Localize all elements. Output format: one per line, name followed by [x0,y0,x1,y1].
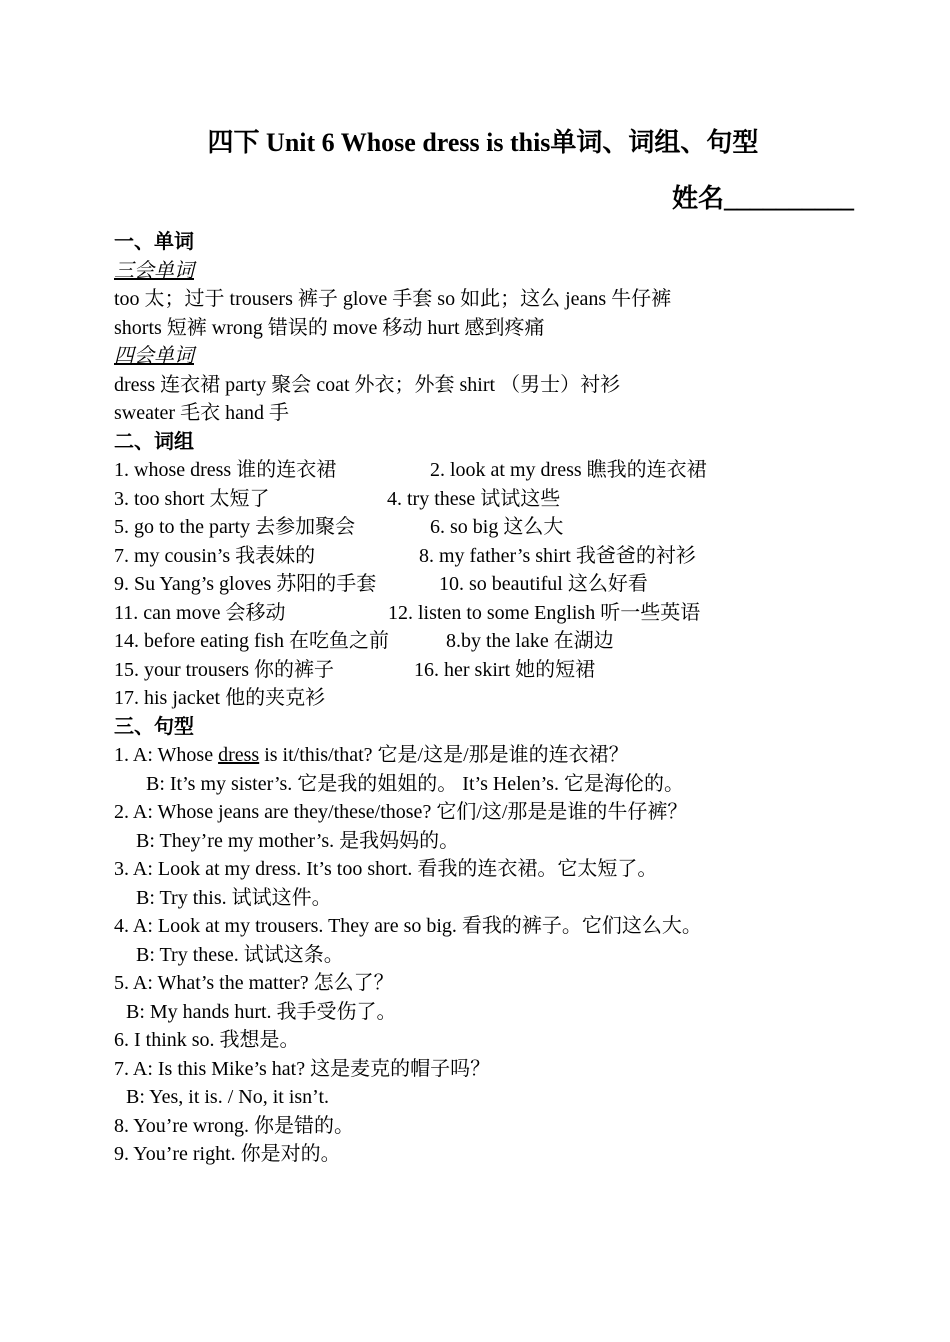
phrase-item: 9. Su Yang’s gloves 苏阳的手套 [114,573,377,595]
sentence-line: 8. You’re wrong. 你是错的。 [114,1114,354,1137]
phrase-item: 2. look at my dress 瞧我的连衣裙 [430,459,707,481]
phrase-row [114,456,914,485]
phrase-row [114,656,914,685]
sentence-line: B: My hands hurt. 我手受伤了。 [126,1000,397,1023]
document-body [114,228,914,1169]
sentence-line: 5. A: What’s the matter? 怎么了？ [114,972,394,994]
phrase-item: 6. so big 这么大 [430,516,564,538]
phrase-row [114,485,914,514]
sentence-line: B: Try these. 试试这条。 [136,943,344,966]
phrase-row [114,684,914,713]
sentence-line: B: Yes, it is. / No, it isn’t. [126,1086,330,1108]
sentence-line: B: They’re my mother’s. 是我妈妈的。 [136,829,460,852]
sentence-line: 3. A: Look at my dress. It’s too short. 看我的连衣裙。它太短了。 [114,858,658,880]
phrase-row [114,513,914,542]
page-title: 四下 Unit 6 Whose dress is this单词、词组、句型 [207,128,759,157]
phrase-item: 8. my father’s shirt 我爸爸的衬衫 [419,544,696,567]
sentence-text: 1. A: Whose [114,744,219,766]
name-field-label: 姓名__________ [671,184,854,213]
phrase-item: 17. his jacket 他的夹克衫 [114,687,326,709]
phrase-item: 14. before eating fish 在吃鱼之前 [114,630,389,652]
word-line: shorts 短裤 wrong 错误的 move 移动 hurt 感到疼痛 [114,316,545,339]
word-line: too 太；过于 trousers 裤子 glove 手套 so 如此；这么 jeans 牛仔裤 [114,288,672,310]
phrase-item: 8.by the lake 在湖边 [446,630,614,652]
phrase-item: 10. so beautiful 这么好看 [439,573,648,595]
sentence-line: 4. A: Look at my trousers. They are so big. 看我的裤子。它们这么大。 [114,915,702,937]
section-heading-words: 一、单词 [114,231,194,253]
word-line: sweater 毛衣 hand 手 [114,402,289,424]
phrase-row [114,627,914,656]
phrase-item: 4. try these 试试这些 [387,487,561,510]
sentence-line: 9. You’re right. 你是对的。 [114,1143,341,1165]
subheading-three-skill-words: 三会单词 [114,259,194,282]
sentence-line: 2. A: Whose jeans are they/these/those? 它们/这/那是是谁的牛仔裤？ [114,801,688,823]
section-heading-sentences: 三、句型 [114,715,194,738]
phrase-row [114,570,914,599]
section-heading-phrases: 二、词组 [114,430,194,453]
sentence-line: B: It’s my sister’s. 它是我的姐姐的。 It’s Helen’s. 它是海伦的。 [146,772,684,795]
sentence-text: is it/this/that? 它是/这是/那是谁的连衣裙？ [259,744,629,766]
sentence-line: B: Try this. 试试这件。 [136,886,332,909]
sentence-line [114,741,914,770]
phrase-row [114,542,914,571]
phrase-item: 12. listen to some English 听一些英语 [388,601,701,624]
phrase-item: 5. go to the party 去参加聚会 [114,516,356,538]
phrase-item: 1. whose dress 谁的连衣裙 [114,459,337,481]
underlined-word: dress [218,744,260,766]
phrase-item: 16. her skirt 她的短裙 [414,658,596,681]
phrase-row [114,599,914,628]
phrase-item: 11. can move 会移动 [114,601,286,624]
sentence-line: 6. I think so. 我想是。 [114,1029,300,1051]
phrase-item: 7. my cousin’s 我表妹的 [114,544,316,567]
sentence-line: 7. A: Is this Mike’s hat? 这是麦克的帽子吗？ [114,1057,491,1080]
phrase-item: 15. your trousers 你的裤子 [114,658,334,681]
subheading-four-skill-words: 四会单词 [114,345,194,367]
phrase-item: 3. too short 太短了 [114,487,270,510]
word-line: dress 连衣裙 party 聚会 coat 外衣；外套 shirt （男士）衬衫 [114,373,621,396]
